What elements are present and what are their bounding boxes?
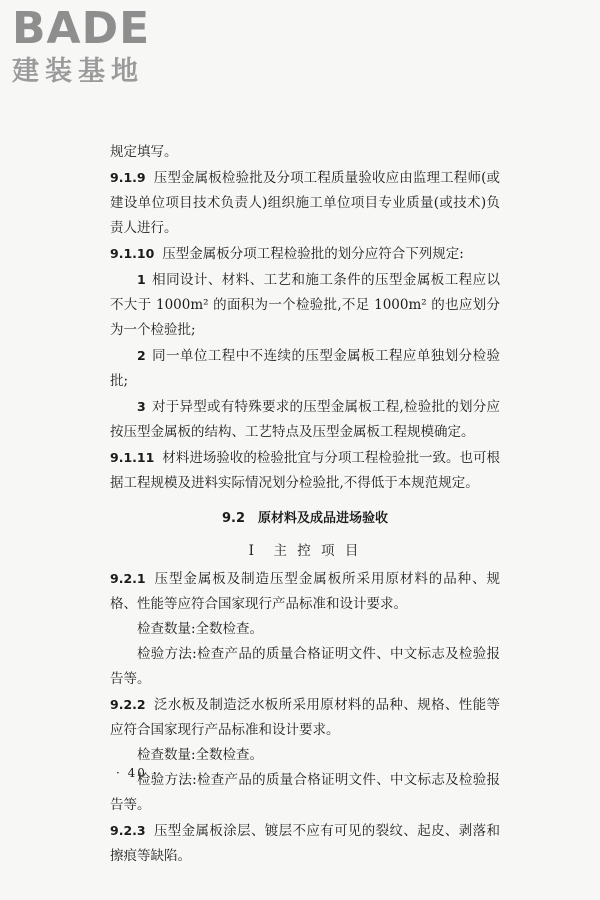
clause-9-1-11 (110, 445, 500, 496)
logo (12, 4, 182, 88)
clause-text: 材料进场验收的检验批宜与分项工程检验批一致。也可根据工程规模及进料实际情况划分检验批,不得低于本规范规定。 (110, 450, 500, 491)
logo-wordmark: BADE (12, 3, 151, 54)
clause-9-2-2 (110, 692, 500, 743)
item-number: 1 (137, 272, 146, 287)
document-page (110, 140, 500, 869)
clause-9-2-1 (110, 566, 500, 617)
inspection-method (110, 768, 500, 818)
clause-9-1-10 (110, 241, 500, 267)
paragraph-text: 规定填写。 (110, 144, 178, 160)
inspection-method (110, 642, 500, 692)
paragraph (110, 140, 500, 165)
paragraph-text: 检查数量:全数检查。 (137, 747, 264, 763)
item-text: 相同设计、材料、工艺和施工条件的压型金属板工程应以不大于 1000m² 的面积为一个检验批,不足 1000m² 的也应划分为一个检验批; (110, 272, 500, 338)
clause-text: 泛水板及制造泛水板所采用原材料的品种、规格、性能等应符合国家现行产品标准和设计要求。 (110, 697, 500, 738)
list-item-1 (110, 267, 500, 343)
clause-text: 压型金属板检验批及分项工程质量验收应由监理工程师(或建设单位项目技术负责人)组织施工单位项目专业质量(或技术)负责人进行。 (110, 170, 500, 236)
item-number: 3 (137, 399, 146, 414)
page-number: · 40 · (116, 766, 159, 780)
logo-subtitle: 建装基地 (12, 56, 144, 87)
item-number: 2 (137, 348, 146, 363)
clause-number: 9.1.10 (110, 246, 155, 261)
clause-number: 9.2.3 (110, 823, 146, 838)
paragraph-text: 检验方法:检查产品的质量合格证明文件、中文标志及检验报告等。 (110, 772, 500, 813)
paragraph-text: 检验方法:检查产品的质量合格证明文件、中文标志及检验报告等。 (110, 646, 500, 687)
clause-number: 9.1.9 (110, 170, 146, 185)
section-title: 9.2 原材料及成品进场验收 (221, 511, 389, 526)
clause-9-2-3 (110, 818, 500, 869)
clause-number: 9.1.11 (110, 450, 155, 465)
item-text: 对于异型或有特殊要求的压型金属板工程,检验批的划分应按压型金属板的结构、工艺特点及压型金属板工程规模确定。 (110, 399, 500, 440)
inspection-quantity (110, 743, 500, 768)
clause-text: 压型金属板涂层、镀层不应有可见的裂纹、起皮、剥落和擦痕等缺陷。 (110, 823, 500, 864)
paragraph-text: 检查数量:全数检查。 (137, 621, 264, 637)
clause-number: 9.2.1 (110, 571, 146, 586)
list-item-2 (110, 343, 500, 394)
list-item-3 (110, 394, 500, 445)
inspection-quantity (110, 617, 500, 642)
clause-number: 9.2.2 (110, 697, 146, 712)
clause-text: 压型金属板及制造压型金属板所采用原材料的品种、规格、性能等应符合国家现行产品标准和设计要求。 (110, 571, 500, 612)
item-text: 同一单位工程中不连续的压型金属板工程应单独划分检验批; (110, 348, 500, 389)
clause-text: 压型金属板分项工程检验批的划分应符合下列规定: (162, 246, 464, 262)
subsection-title: Ⅰ 主 控 项 目 (248, 543, 362, 559)
clause-9-1-9 (110, 165, 500, 241)
